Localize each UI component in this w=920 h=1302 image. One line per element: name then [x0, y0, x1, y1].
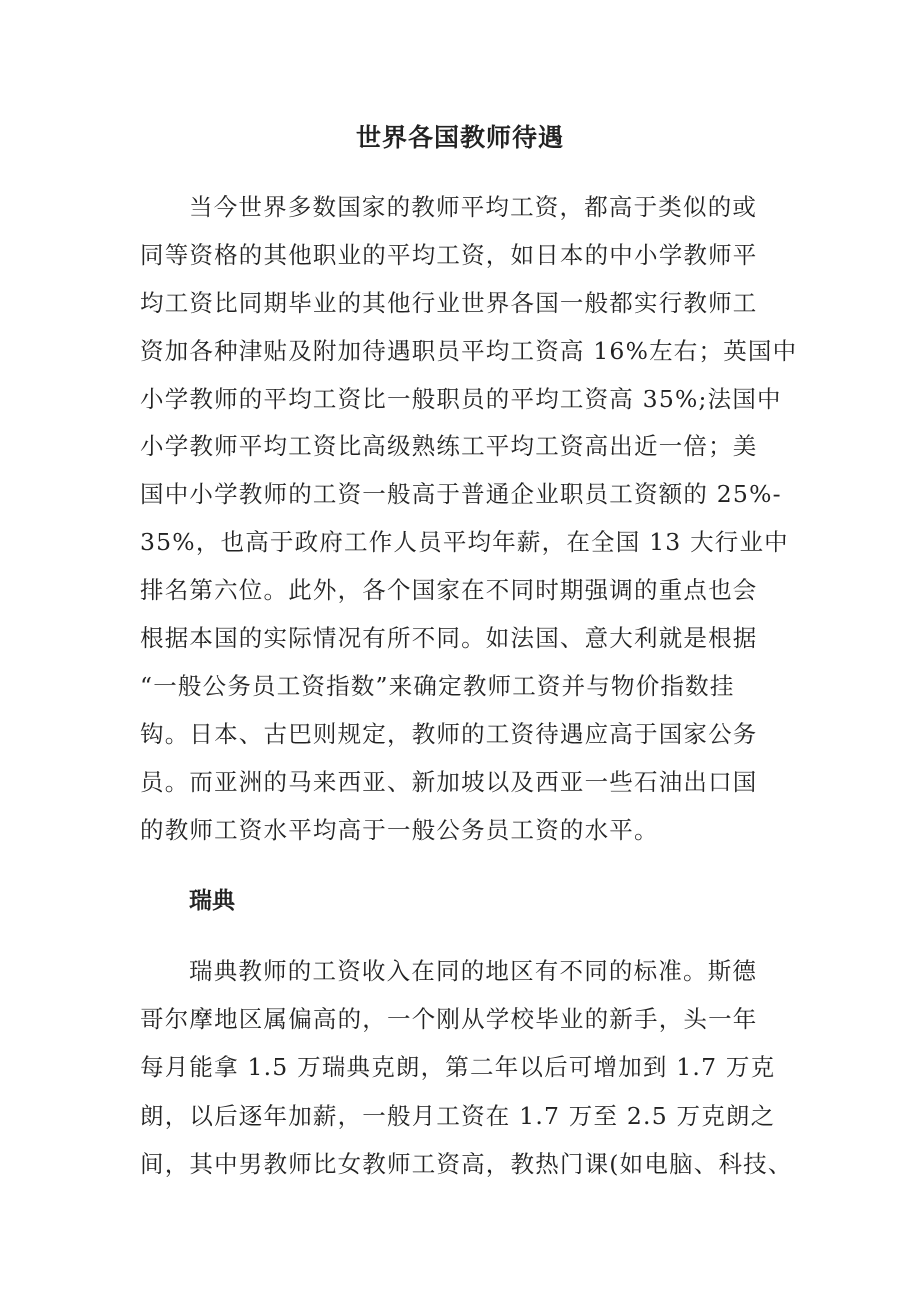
text-line: 间，其中男教师比女教师工资高，教热门课(如电脑、科技、: [140, 1149, 793, 1178]
text-line: 钩。日本、古巴则规定，教师的工资待遇应高于国家公务: [140, 719, 758, 748]
document-title: 世界各国教师待遇: [355, 123, 564, 152]
text-line: 35%，也高于政府工作人员平均年薪，在全国 13 大行业中: [140, 528, 789, 557]
text-line: 的教师工资水平均高于一般公务员工资的水平。: [140, 815, 659, 844]
text-line: 资加各种津贴及附加待遇职员平均工资高 16%左右；英国中: [140, 336, 798, 365]
text-line: 瑞典教师的工资收入在同的地区有不同的标准。斯德: [189, 957, 758, 985]
text-line: 国中小学教师的工资一般高于普通企业职员工资额的 25%-: [140, 480, 782, 509]
intro-paragraph: [140, 184, 800, 854]
text-line: 排名第六位。此外，各个国家在不同时期强调的重点也会: [140, 576, 758, 605]
text-line: “一般公务员工资指数”来确定教师工资并与物价指数挂: [140, 671, 735, 700]
text-line: 小学教师的平均工资比一般职员的平均工资高 35%;法国中: [140, 384, 782, 413]
text-line: 朗，以后逐年加薪，一般月工资在 1.7 万至 2.5 万克朗之: [140, 1101, 776, 1130]
text-line: 均工资比同期毕业的其他行业世界各国一般都实行教师工: [140, 288, 758, 317]
text-line: 员。而亚洲的马来西亚、新加坡以及西亚一些石油出口国: [140, 767, 758, 796]
text-line: 每月能拿 1.5 万瑞典克朗，第二年以后可增加到 1.7 万克: [140, 1053, 776, 1082]
sweden-paragraph: [140, 947, 800, 1188]
text-line: 根据本国的实际情况有所不同。如法国、意大利就是根据: [140, 624, 758, 653]
text-line: 小学教师平均工资比高级熟练工平均工资高出近一倍；美: [140, 432, 758, 461]
text-line: 哥尔摩地区属偏高的，一个刚从学校毕业的新手，头一年: [140, 1005, 758, 1034]
text-line: 同等资格的其他职业的平均工资，如日本的中小学教师平: [140, 240, 758, 269]
text-line: 当今世界多数国家的教师平均工资，都高于类似的或: [189, 193, 758, 221]
section-heading-sweden: 瑞典: [189, 887, 235, 914]
